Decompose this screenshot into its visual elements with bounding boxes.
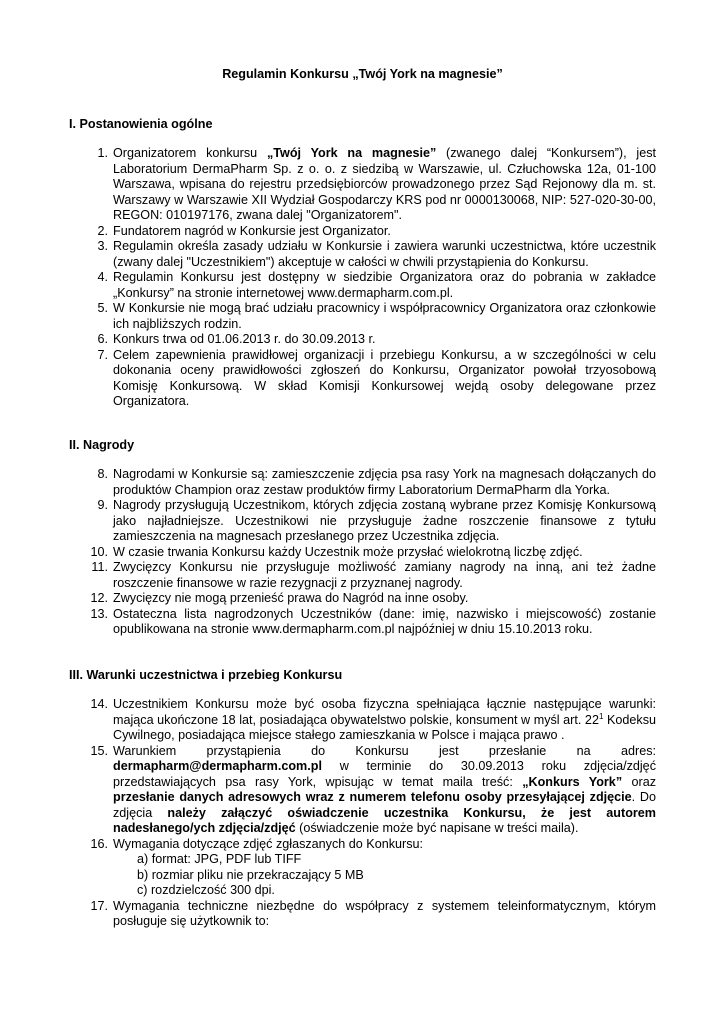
list-item: 17. Wymagania techniczne niezbędne do współpracy z systemem teleinformatycznym, którym posługuje się użytkownik to:: [90, 898, 656, 928]
list-item: 8. Nagrodami w Konkursie są: zamieszczenie zdjęcia psa rasy York na magnesach dołączanych do produktów Champion oraz zestaw produktów firmy Laboratorium DermaPharm dla Yorka.: [97, 467, 656, 497]
section-heading: III. Warunki uczestnictwa i przebieg Konkursu: [69, 668, 343, 682]
list-item: 2. Fundatorem nagród w Konkursie jest Organizator.: [97, 223, 391, 238]
list-item: 7. Celem zapewnienia prawidłowej organizacji i przebiegu Konkursu, a w szczególności w celu dokonania oceny prawidłowości zgłoszeń do Konkursu, Organizator powołał trzyosobową Komisję Konkursową. W skład Komisji Konkursowej wejdą osoby delegowane przez Organizatora.: [97, 347, 656, 408]
list-item: 5. W Konkursie nie mogą brać udziału pracownicy i współpracownicy Organizatora oraz członkowie ich najbliższych rodzin.: [97, 301, 656, 331]
list-item: 10. W czasie trwania Konkursu każdy Uczestnik może przysłać wielokrotną liczbę zdjęć.: [90, 544, 583, 559]
item-list: [0, 697, 725, 930]
list-item: 9. Nagrody przysługują Uczestnikom, których zdjęcia zostaną wybrane przez Komisję Konkursową jako najładniejsze. Uczestnikowi nie przysługuje żadne roszczenie finansowe z tytułu zamieszczenia na magnesach przesłanego przez Uczestnika zdjęcia.: [97, 498, 656, 543]
list-item: 1. Organizatorem konkursu „Twój York na magnesie” (zwanego dalej “Konkursem”), jest Laboratorium DermaPharm Sp. z o. o. z siedzibą w Warszawie, ul. Człuchowska 12a, 01-100 Warszawa, wpisana do rejestru przedsiębiorców prowadzonego przez Sąd Rejonowy dla m. st. Warszawy w Warszawie XII Wydział Gospodarczy KRS pod nr 0000130068, NIP: 527-020-30-00, REGON: 010197176, zwana dalej "Organizatorem".: [97, 146, 656, 222]
document-title: Regulamin Konkursu „Twój York na magnesie”: [222, 67, 503, 81]
list-item: 6. Konkurs trwa od 01.06.2013 r. do 30.09.2013 r.: [97, 332, 376, 346]
item-list: [0, 467, 725, 638]
sub-item: b) rozmiar pliku nie przekraczający 5 MB: [137, 867, 364, 882]
list-item: 4. Regulamin Konkursu jest dostępny w siedzibie Organizatora oraz do pobrania w zakładce „Konkursy” na stronie internetowej www.dermapharm.com.pl.: [97, 270, 656, 300]
list-item: 16. Wymagania dotyczące zdjęć zgłaszanych do Konkursu: a) format: JPG, PDF lub TIFF b) rozmiar pliku nie przekraczający 5 MB c) rozdzielczość 300 dpi.: [0, 837, 725, 899]
sub-item: a) format: JPG, PDF lub TIFF: [137, 852, 302, 866]
list-item: 14. Uczestnikiem Konkursu może być osoba fizyczna spełniająca łącznie następujące warunki: mająca ukończone 18 lat, posiadająca obywatelstwo polskie, konsument w myśl art. $22^1$ Kodeksu Cywilnego, posiadająca miejsce stałego zamieszkania w Polsce i mająca prawo .: [90, 697, 656, 742]
item-list: [0, 146, 725, 410]
email-address: dermapharm@dermapharm.com.pl: [113, 759, 322, 773]
list-item: 11. Zwycięzcy Konkursu nie przysługuje możliwość zamiany nagrody na inną, ani też żadne roszczenie finansowe w razie rezygnacji z przyznanej nagrody.: [91, 560, 656, 590]
sub-item: c) rozdzielczość 300 dpi.: [137, 883, 275, 897]
list-item: 15. Warunkiem przystąpienia do Konkursu jest przesłanie na adres: dermapharm@dermapharm.com.pl w terminie do 30.09.2013 roku zdjęcia/zdjęć przedstawiających psa rasy York, wpisując w temat maila treść: „Konkurs York” oraz przesłanie danych adresowych wraz z numerem telefonu osoby przesyłającej zdjęcie. Do zdjęcia należy załączyć oświadczenie uczestnika Konkursu, że jest autorem nadesłanego/ych zdjęcia/zdjęć (oświadczenie może być napisane w treści maila).: [90, 743, 657, 835]
section-heading: II. Nagrody: [69, 438, 135, 452]
list-item: 13. Ostateczna lista nagrodzonych Uczestników (dane: imię, nazwisko i miejscowość) zostanie opublikowana na stronie www.dermapharm.com.pl najpóźniej w dniu 15.10.2013 roku.: [90, 606, 656, 636]
list-item: 3. Regulamin określa zasady udziału w Konkursie i zawiera warunki uczestnictwa, które uczestnik (zwany dalej "Uczestnikiem") akceptuje w całości w chwili przystąpienia do Konkursu.: [97, 239, 656, 269]
list-item: 12. Zwycięzcy nie mogą przenieść prawa do Nagród na inne osoby.: [90, 591, 469, 605]
section-heading: I. Postanowienia ogólne: [69, 117, 213, 131]
